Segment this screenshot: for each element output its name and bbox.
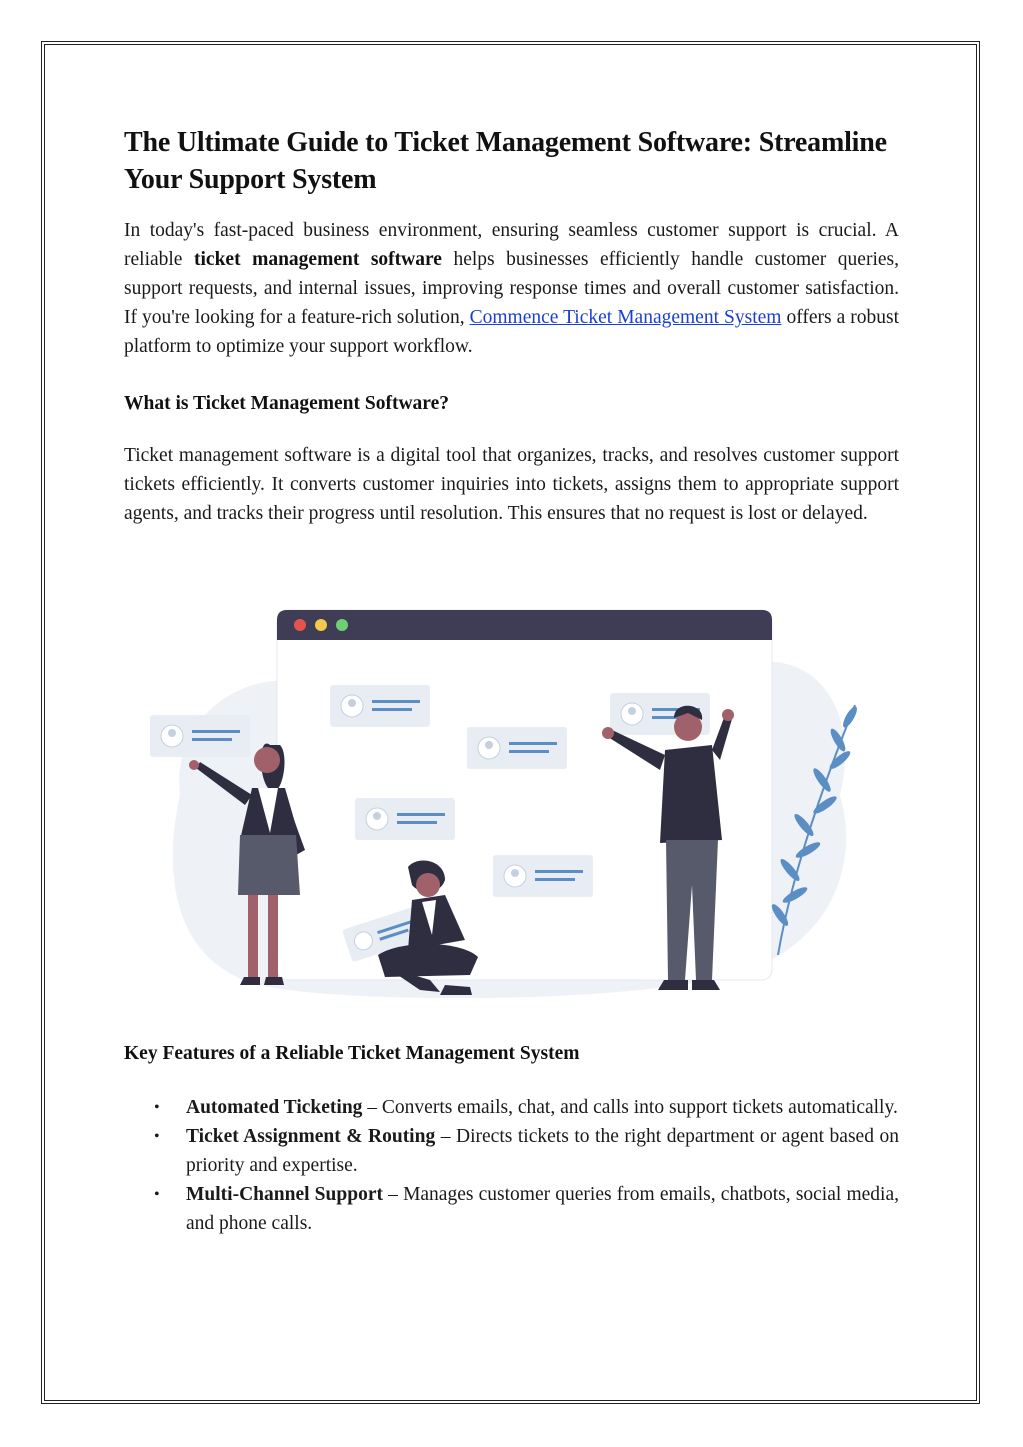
bullet-icon: •: [154, 1128, 160, 1145]
intro-text-2: helps businesses efficiently handle customer queries, support requests, and internal issues, improving response times and overall customer satisfaction. If you're looking for a feature-rich solution,: [124, 249, 899, 328]
features-list: [150, 1093, 899, 1238]
feature-title: Ticket Assignment & Routing: [186, 1126, 436, 1147]
feature-desc: – Manages customer queries from emails, chatbots, social media, and phone calls.: [186, 1184, 899, 1234]
commence-ticket-link[interactable]: Commence Ticket Management System: [469, 307, 782, 328]
ticket-card: [150, 715, 250, 757]
ticket-card: [330, 685, 430, 727]
ticket-card: [493, 855, 593, 897]
what-paragraph: Ticket management software is a digital tool that organizes, tracks, and resolves customer support tickets efficiently. It converts customer inquiries into tickets, assigns them to appropriate support agents, and tracks their progress until resolution. This ensures that no request is lost or delayed.: [124, 445, 899, 524]
bullet-icon: •: [154, 1186, 160, 1203]
page-title: The Ultimate Guide to Ticket Management Software: Streamline Your Support System: [124, 127, 887, 195]
window-title-bar: [277, 610, 772, 640]
list-item: [150, 1093, 899, 1122]
bullet-icon: •: [154, 1099, 160, 1116]
article-content: [124, 124, 899, 528]
list-item: [150, 1122, 899, 1180]
section-heading-features: Key Features of a Reliable Ticket Management System: [124, 1043, 580, 1064]
team-ticket-board-illustration: [140, 605, 870, 1005]
feature-desc: – Converts emails, chat, and calls into support tickets automatically.: [362, 1097, 898, 1118]
intro-bold-term: ticket management software: [194, 249, 442, 270]
intro-text-3: offers a robust platform to optimize your support workflow.: [124, 307, 899, 357]
feature-desc: – Directs tickets to the right department or agent based on priority and expertise.: [186, 1126, 899, 1176]
ticket-card: [467, 727, 567, 769]
intro-paragraph: [124, 216, 899, 361]
ticket-card: [355, 798, 455, 840]
intro-text-1: In today's fast-paced business environment, ensuring seamless customer support is crucial. A reliable: [124, 220, 899, 270]
close-dot-icon: [294, 619, 306, 631]
list-item: [150, 1180, 899, 1238]
feature-title: Multi-Channel Support: [186, 1184, 383, 1205]
maximize-dot-icon: [336, 619, 348, 631]
feature-title: Automated Ticketing: [186, 1097, 363, 1118]
section-heading-what: What is Ticket Management Software?: [124, 393, 449, 414]
minimize-dot-icon: [315, 619, 327, 631]
